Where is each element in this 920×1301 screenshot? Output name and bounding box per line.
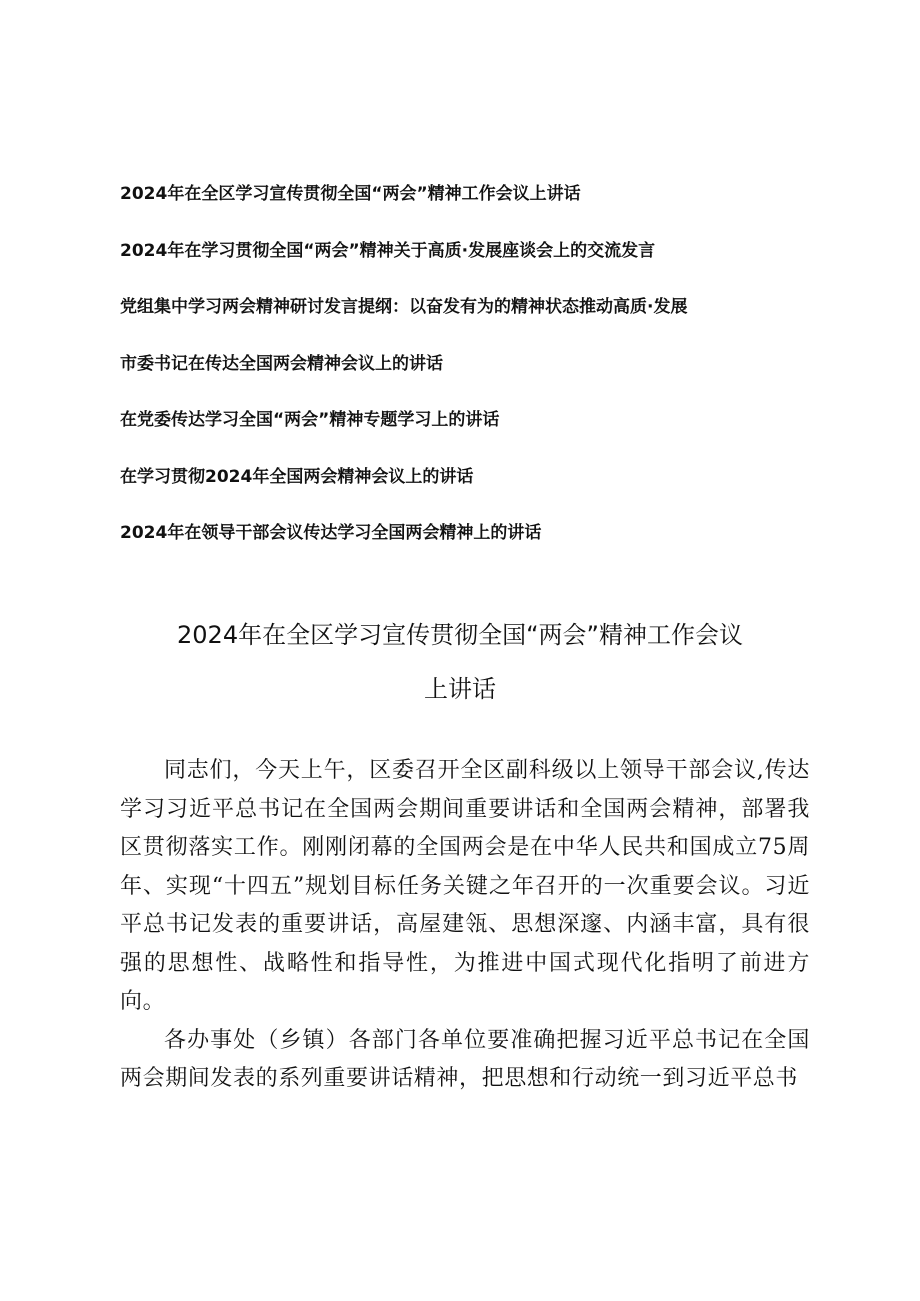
- body-paragraph: 各办事处（乡镇）各部门各单位要准确把握习近平总书记在全国两会期间发表的系列重要讲话精神，把思想和行动统一到习近平总书: [120, 1027, 810, 1091]
- title-line-1: 2024年在全区学习宣传贯彻全国“两会”精神工作会议: [177, 621, 743, 649]
- document-title: [100, 608, 820, 716]
- toc-item[interactable]: 2024年在领导干部会议传达学习全国两会精神上的讲话: [120, 523, 542, 543]
- title-line-2: 上讲话: [424, 675, 496, 703]
- toc-item[interactable]: 在学习贯彻2024年全国两会精神会议上的讲话: [120, 466, 474, 487]
- table-of-contents: [120, 182, 840, 578]
- document-body: [120, 752, 810, 1099]
- body-paragraph: 同志们，今天上午，区委召开全区副科级以上领导干部会议,传达学习习近平总书记在全国两会期间重要讲话和全国两会精神，部署我区贯彻落实工作。刚刚闭幕的全国两会是在中华人民共和国成立75周年、实现“十四五”规划目标任务关键之年召开的一次重要会议。习近平总书记发表的重要讲话，高屋建瓴、思想深邃、内涵丰富，具有很强的思想性、战略性和指导性，为推进中国式现代化指明了前进方向。: [120, 758, 810, 1014]
- toc-item[interactable]: 党组集中学习两会精神研讨发言提纲：以奋发有为的精神状态推动高质·发展: [120, 297, 688, 317]
- toc-item[interactable]: 2024年在学习贯彻全国“两会”精神关于高质·发展座谈会上的交流发言: [120, 240, 656, 261]
- toc-item[interactable]: 在党委传达学习全国“两会”精神专题学习上的讲话: [120, 410, 500, 430]
- toc-item[interactable]: 市委书记在传达全国两会精神会议上的讲话: [120, 353, 443, 374]
- toc-item[interactable]: 2024年在全区学习宣传贯彻全国“两会”精神工作会议上讲话: [120, 184, 581, 204]
